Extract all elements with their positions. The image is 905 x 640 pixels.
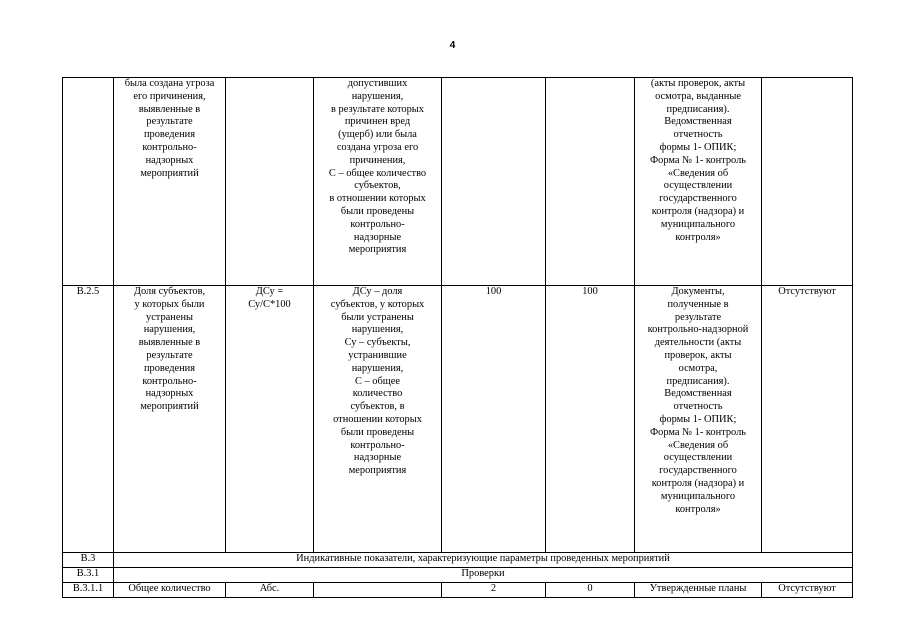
value2-cell: 0 xyxy=(546,583,635,598)
table-row-section-b31 xyxy=(63,568,853,583)
notes-cell: Отсутствуют xyxy=(762,583,853,598)
description-cell: допустивших нарушения, в результате которых причинен вред (ущерб) или была создана угроза его причинения, С – общее количество субъектов, в отношении которых были проведены контрольно- надзорные мероприятия xyxy=(314,78,442,286)
indicator-name-cell: Общее количество xyxy=(114,583,226,598)
code-cell: В.3.1.1 xyxy=(63,583,114,598)
table-row-section-b3 xyxy=(63,553,853,568)
notes-cell: Отсутствуют xyxy=(762,286,853,553)
source-cell: Утвержденные планы xyxy=(635,583,762,598)
description-cell: ДСу – доля субъектов, у которых были устранены нарушения, Су – субъекты, устранившие нарушения, С – общее количество субъектов, в отношении которых были проведены контрольно- надзорные мероприятия xyxy=(314,286,442,553)
section-title-cell: Индикативные показатели, характеризующие параметры проведенных мероприятий xyxy=(114,553,853,568)
table-row-continuation xyxy=(63,78,853,286)
notes-cell xyxy=(762,78,853,286)
value1-cell: 2 xyxy=(442,583,546,598)
code-cell: В.3.1 xyxy=(63,568,114,583)
value1-cell xyxy=(442,78,546,286)
indicator-name-cell: была создана угроза его причинения, выявленные в результате проведения контрольно- надзорных мероприятий xyxy=(114,78,226,286)
table-row-b311 xyxy=(63,583,853,598)
page-number: 4 xyxy=(449,40,456,51)
code-cell: В.3 xyxy=(63,553,114,568)
indicators-table xyxy=(62,77,853,598)
value1-cell: 100 xyxy=(442,286,546,553)
formula-cell xyxy=(226,78,314,286)
value2-cell: 100 xyxy=(546,286,635,553)
table-row-b225 xyxy=(63,286,853,553)
indicator-name-cell: Доля субъектов, у которых были устранены нарушения, выявленные в результате проведения контрольно- надзорных мероприятий xyxy=(114,286,226,553)
code-cell xyxy=(63,78,114,286)
formula-cell: ДСу = Су/С*100 xyxy=(226,286,314,553)
value2-cell xyxy=(546,78,635,286)
description-cell xyxy=(314,583,442,598)
code-cell: В.2.5 xyxy=(63,286,114,553)
formula-cell: Абс. xyxy=(226,583,314,598)
section-title-cell: Проверки xyxy=(114,568,853,583)
source-cell: Документы, полученные в результате контрольно-надзорной деятельности (акты проверок, акты осмотра, предписания). Ведомственная отчетность формы 1- ОПИК; Форма № 1- контроль «Сведения об осуществлении государственного контроля (надзора) и муниципального контроля» xyxy=(635,286,762,553)
source-cell: (акты проверок, акты осмотра, выданные предписания). Ведомственная отчетность формы 1- ОПИК; Форма № 1- контроль «Сведения об осуществлении государственного контроля (надзора) и муниципального контроля» xyxy=(635,78,762,286)
